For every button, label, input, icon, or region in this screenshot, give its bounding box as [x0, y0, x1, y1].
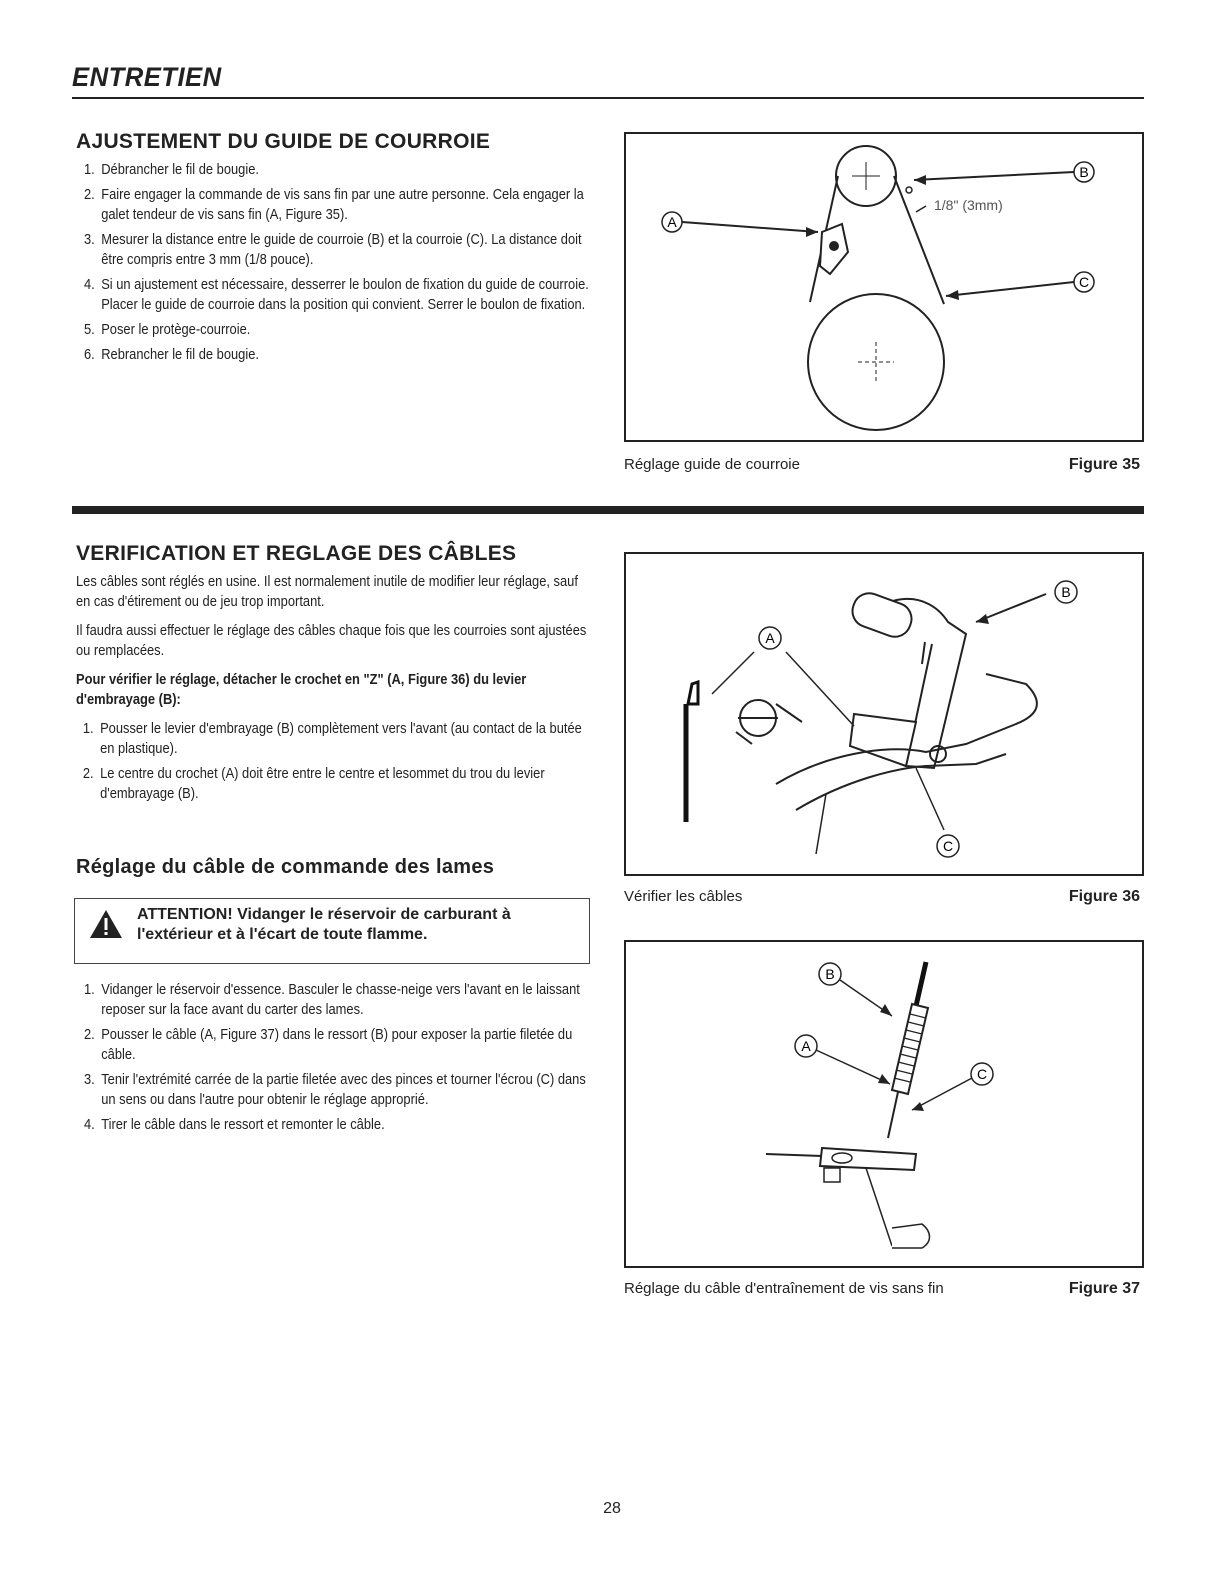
figure-35-caption: Réglage guide de courroie [624, 456, 800, 473]
dimension-label: 1/8" (3mm) [934, 197, 1003, 213]
section-title: AJUSTEMENT DU GUIDE DE COURROIE [76, 130, 491, 153]
figure-37-image [624, 940, 1144, 1268]
figure-35-label: Figure 35 [1068, 456, 1140, 473]
paragraph: Les câbles sont réglés en usine. Il est normalement inutile de modifier leur réglage, sauf en cas d'étirement ou de jeu trop important. [76, 573, 578, 610]
callout-a: A [765, 630, 775, 646]
callout-b: B [1061, 584, 1071, 600]
paragraph: Il faudra aussi effectuer le réglage des câbles chaque fois que les courroies sont ajustées ou remplacées. [76, 622, 587, 659]
blade-cable-steps [84, 980, 591, 1140]
list-item: 4. Si un ajustement est nécessaire, desserrer le boulon de fixation du guide de courroie. Placer le guide de courroie dans la position qui convient. Serrer le boulon de fixation. [84, 276, 589, 313]
section-title: VERIFICATION ET REGLAGE DES CÂBLES [76, 542, 517, 565]
figure-37-caption: Réglage du câble d'entraînement de vis sans fin [624, 1280, 944, 1297]
callout-b: B [1079, 164, 1089, 180]
warning-icon [89, 909, 123, 939]
section-divider [72, 506, 1144, 514]
list-item: 1. Débrancher le fil de bougie. [84, 161, 259, 178]
list-item: 2. Faire engager la commande de vis sans fin par une autre personne. Cela engager la galet tendeur de vis sans fin (A, Figure 35). [84, 186, 584, 223]
page-number: 28 [603, 1500, 621, 1517]
list-item: 5. Poser le protège-courroie. [84, 321, 251, 338]
figure-36-image [624, 552, 1144, 876]
list-item: 1. Vidanger le réservoir d'essence. Basculer le chasse-neige vers l'avant en le laissant reposer sur la face avant du carter des lames. [84, 981, 580, 1018]
section-cables [76, 542, 596, 809]
figure-35-image [624, 132, 1144, 442]
figure-36-caption: Vérifier les câbles [624, 888, 743, 905]
callout-c: C [942, 838, 954, 854]
warning-text: ATTENTION! Vidanger le réservoir de carburant à l'extérieur et à l'écart de toute flamme. [137, 906, 511, 943]
list-item: 6. Rebrancher le fil de bougie. [84, 346, 259, 363]
section-title: Réglage du câble de commande des lames [76, 856, 495, 878]
belt-guide-steps [84, 160, 591, 365]
callout-a: A [667, 214, 677, 230]
belt-guide-diagram [626, 134, 1142, 440]
warning-box [74, 898, 590, 964]
list-item: 4. Tirer le câble dans le ressort et remonter le câble. [84, 1116, 385, 1133]
list-item: 3. Tenir l'extrémité carrée de la partie filetée avec des pinces et tourner l'écrou (C) dans un sens ou dans l'autre pour obtenir le réglage approprié. [84, 1071, 586, 1108]
callout-c: C [1078, 274, 1090, 290]
list-item: 3. Mesurer la distance entre le guide de courroie (B) et la courroie (C). La distance doit être compris entre 3 mm (1/8 pouce). [84, 231, 582, 268]
figure-37-label: Figure 37 [1068, 1280, 1140, 1297]
page-header-title: ENTRETIEN [72, 62, 222, 92]
header-rule [72, 97, 1144, 99]
callout-b: B [825, 966, 835, 982]
cables-text [76, 572, 589, 804]
list-item: 1. Pousser le levier d'embrayage (B) complètement vers l'avant (au contact de la butée en plastique). [82, 720, 582, 757]
figure-36-label: Figure 36 [1068, 888, 1140, 905]
blade-cable-diagram [626, 942, 1142, 1266]
list-item: 2. Le centre du crochet (A) doit être entre le centre et lesommet du trou du levier d'embrayage (B). [82, 765, 545, 802]
list-item: 2. Pousser le câble (A, Figure 37) dans le ressort (B) pour exposer la partie filetée du câble. [84, 1026, 573, 1063]
cable-check-diagram [626, 554, 1142, 874]
callout-a: A [801, 1038, 811, 1054]
paragraph: Pour vérifier le réglage, détacher le crochet en "Z" (A, Figure 36) du levier d'embrayage (B): [76, 671, 527, 708]
section-belt-guide [76, 130, 596, 370]
callout-c: C [976, 1066, 988, 1082]
section-blade-cable [76, 856, 596, 879]
